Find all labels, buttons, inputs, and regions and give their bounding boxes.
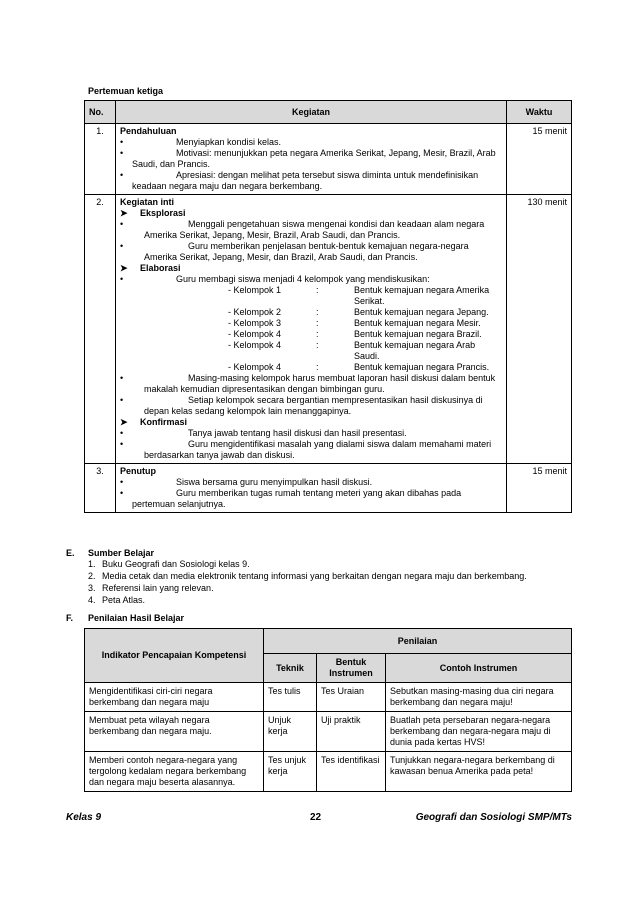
bentuk-cell: Tes Uraian [317,683,386,712]
group-item: - Kelompok 4 : Bentuk kemajuan negara Brazil. [228,329,482,339]
list-item: • Masing-masing kelompok harus membuat laporan hasil diskusi dalam bentuk makalah kemudian dipresentasikan dengan bimbingan guru. [120,373,496,394]
bullet-icon: • [120,395,124,405]
contoh-cell: Buatlah peta persebaran negara-negara berkembang dan negara-negara maju di dunia pada kertas HVS! [386,712,572,752]
row-content [116,124,507,195]
row-title: Penutup [120,466,156,476]
section-title: Pertemuan ketiga [88,86,164,96]
list-item: • Apresiasi: dengan melihat peta tersebut siswa diminta untuk mendefinisikan keadaan negara maju dan negara berkembang. [120,170,479,191]
assessment-table [84,628,572,792]
list-item: • Tanya jawab tentang hasil diskusi dan hasil presentasi. [120,428,407,438]
bullet-icon: • [120,241,124,251]
list-item: • Motivasi: menunjukkan peta negara Amerika Serikat, Jepang, Mesir, Brazil, Arab Saudi, dan Prancis. [120,148,496,169]
list-item: • Guru membagi siswa menjadi 4 kelompok yang mendiskusikan: [120,274,430,284]
bentuk-cell: Tes identifikasi [317,752,386,792]
row-number: 1. [85,124,116,195]
contoh-header: Contoh Instrumen [386,654,572,683]
teknik-cell: Unjuk kerja [264,712,317,752]
bullet-icon: • [120,477,124,487]
row-time: 15 menit [507,124,572,195]
table-row [85,712,572,752]
list-item: 4. Peta Atlas. [88,595,146,605]
row-title: Kegiatan inti [120,197,175,207]
bentuk-header: Bentuk Instrumen [317,654,386,683]
subsection-elaborasi: ➤ Elaborasi [120,263,181,273]
list-item: • Guru mengidentifikasi masalah yang dialami siswa dalam memahami materi berdasarkan tanya jawab dan diskusi. [120,439,492,460]
list-item: • Siswa bersama guru menyimpulkan hasil diskusi. [120,477,373,487]
bullet-icon: • [120,428,124,438]
list-item: 3. Referensi lain yang relevan. [88,583,214,593]
arrow-bullet-icon: ➤ [120,417,128,427]
bullet-icon: • [120,488,124,498]
table-row [85,752,572,792]
indikator-cell: Mengidentifikasi ciri-ciri negara berkembang dan negara maju [85,683,264,712]
list-item: • Guru memberikan tugas rumah tentang meteri yang akan dibahas pada pertemuan selanjutnya. [120,488,462,509]
footer-left: Kelas 9 [66,812,102,823]
penilaian-heading: F. Penilaian Hasil Belajar [66,613,185,623]
row-number: 3. [85,464,116,513]
teknik-cell: Tes tulis [264,683,317,712]
table-row [85,195,572,464]
list-item: 2. Media cetak dan media elektronik tentang informasi yang berkaitan dengan negara maju dan berkembang. [88,571,527,581]
row-title: Pendahuluan [120,126,177,136]
footer-right: Geografi dan Sosiologi SMP/MTs [415,812,572,823]
sumber-list [66,558,576,606]
bullet-icon: • [120,439,124,449]
group-item: - Kelompok 2 : Bentuk kemajuan negara Jepang. [228,307,489,317]
penilaian-header: Penilaian [264,629,572,654]
list-item: • Setiap kelompok secara bergantian mempresentasikan hasil diskusinya di depan kelas sedang kelompok lain menanggapinya. [120,395,483,416]
row-content [116,195,507,464]
indikator-cell: Membuat peta wilayah negara berkembang dan negara maju. [85,712,264,752]
bullet-icon: • [120,373,124,383]
group-list [120,285,502,373]
list-item: • Guru memberikan penjelasan bentuk-bentuk kemajuan negara-negara Amerika Serikat, Jepang, Mesir, dan Brazil, Arab Saudi, dan Prancis. [120,241,469,262]
table-row [85,124,572,195]
list-item: • Menyiapkan kondisi kelas. [120,137,282,147]
indikator-cell: Memberi contoh negara-negara yang tergolong kedalam negara berkembang dan negara maju beserta alasannya. [85,752,264,792]
list-item: 1. Buku Geografi dan Sosiologi kelas 9. [88,559,250,569]
teknik-cell: Tes unjuk kerja [264,752,317,792]
indikator-header: Indikator Pencapaian Kompetensi [85,629,264,683]
arrow-bullet-icon: ➤ [120,263,128,273]
table-row [85,683,572,712]
col-no-header: No. [85,101,116,124]
list-item: • Menggali pengetahuan siswa mengenai kondisi dan keadaan alam negara Amerika Serikat, Jepang, Mesir, Brazil, Arab Saudi, dan Prancis. [120,219,485,240]
sumber-section [66,548,576,606]
bentuk-cell: Uji praktik [317,712,386,752]
row-number: 2. [85,195,116,464]
bullet-icon: • [120,219,124,229]
col-kegiatan-header: Kegiatan [116,101,507,124]
row-time: 15 menit [507,464,572,513]
table-row [85,464,572,513]
group-item: - Kelompok 4 : Bentuk kemajuan negara Arab Saudi. [228,340,476,361]
page-number: 22 [310,812,322,823]
subsection-konfirmasi: ➤ Konfirmasi [120,417,188,427]
activity-table [84,100,572,513]
row-content [116,464,507,513]
bullet-icon: • [120,170,124,180]
bullet-icon: • [120,148,124,158]
bullet-icon: • [120,274,124,284]
group-item: - Kelompok 4 : Bentuk kemajuan negara Prancis. [228,362,490,372]
col-waktu-header: Waktu [507,101,572,124]
contoh-cell: Sebutkan masing-masing dua ciri negara berkembang dan negara maju! [386,683,572,712]
teknik-header: Teknik [264,654,317,683]
bullet-icon: • [120,137,124,147]
arrow-bullet-icon: ➤ [120,208,128,218]
row-time: 130 menit [507,195,572,464]
subsection-eksplorasi: ➤ Eksplorasi [120,208,186,218]
group-item: - Kelompok 3 : Bentuk kemajuan negara Mesir. [228,318,481,328]
group-item: - Kelompok 1 : Bentuk kemajuan negara Amerika Serikat. [228,285,490,306]
sumber-heading: E. Sumber Belajar [66,548,155,558]
contoh-cell: Tunjukkan negara-negara berkembang di kawasan benua Amerika pada peta! [386,752,572,792]
